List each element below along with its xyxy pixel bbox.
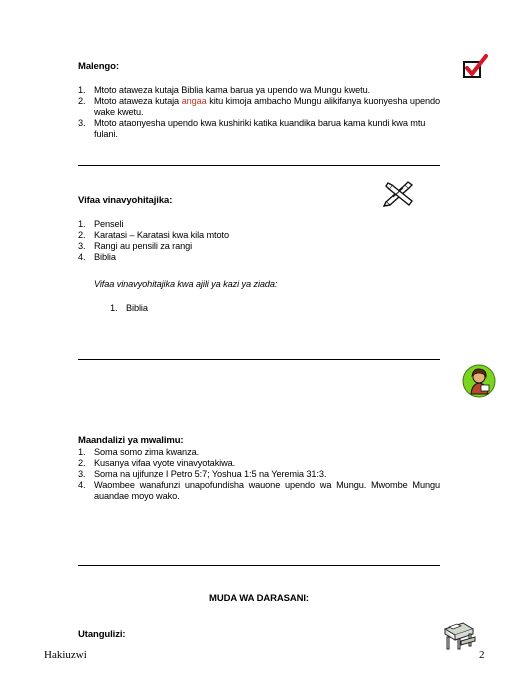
maandalizi-heading: Maandalizi ya mwalimu: — [78, 435, 184, 446]
vifaa-heading: Vifaa vinavyohitajika: — [78, 195, 173, 206]
vifaa-list — [78, 219, 378, 263]
list-item: 2. Mtoto ataweza kutaja angaa kitu kimoja ambacho Mungu alikifanya kuonyesha upendo wake kwetu. — [78, 96, 440, 117]
list-item: 1. Biblia — [110, 303, 148, 313]
list-item: 1. Penseli — [78, 219, 124, 229]
list-item: 1. Mtoto ataweza kutaja Biblia kama barua ya upendo wa Mungu kwetu. — [78, 85, 371, 95]
list-item: 3. Soma na ujifunze I Petro 5:7; Yoshua 1:5 na Yeremia 31:3. — [78, 469, 327, 479]
page-number: 2 — [479, 649, 485, 661]
list-item: 4. Waombee wanafunzi unapofundisha wauone upendo wa Mungu. Mwombe Mungu auandae moyo wako. — [78, 480, 440, 501]
section-divider — [78, 165, 440, 166]
list-item: 1. Soma somo zima kwanza. — [78, 447, 200, 457]
malengo-list — [78, 85, 440, 140]
muda-heading: MUDA WA DARASANI: — [209, 593, 309, 604]
list-item: 3. Rangi au pensili za rangi — [78, 241, 193, 251]
section-divider — [78, 359, 440, 360]
crossed-pencils-icon — [383, 181, 417, 207]
checkbox-check-icon — [462, 54, 490, 80]
vifaa-extra-list — [110, 303, 310, 314]
highlighted-word: angaa — [181, 96, 207, 106]
list-item: 2. Kusanya vifaa vyote vinavyotakiwa. — [78, 458, 236, 468]
utangulizi-heading: Utangulizi: — [78, 629, 126, 640]
malengo-heading: Malengo: — [78, 61, 119, 72]
section-divider — [78, 565, 440, 566]
list-item: 2. Karatasi – Karatasi kwa kila mtoto — [78, 230, 229, 240]
maandalizi-list — [78, 447, 440, 502]
footer-left-text: Hakiuzwi — [44, 649, 87, 661]
teacher-icon — [462, 364, 496, 398]
list-item: 3. Mtoto ataonyesha upendo kwa kushiriki katika kuandika barua kama kundi kwa mtu fulani. — [78, 118, 426, 139]
vifaa-extra-heading: Vifaa vinavyohitajika kwa ajili ya kazi ya ziada: — [94, 279, 278, 289]
list-item: 4. Biblia — [78, 252, 116, 262]
school-desk-icon — [441, 619, 477, 651]
